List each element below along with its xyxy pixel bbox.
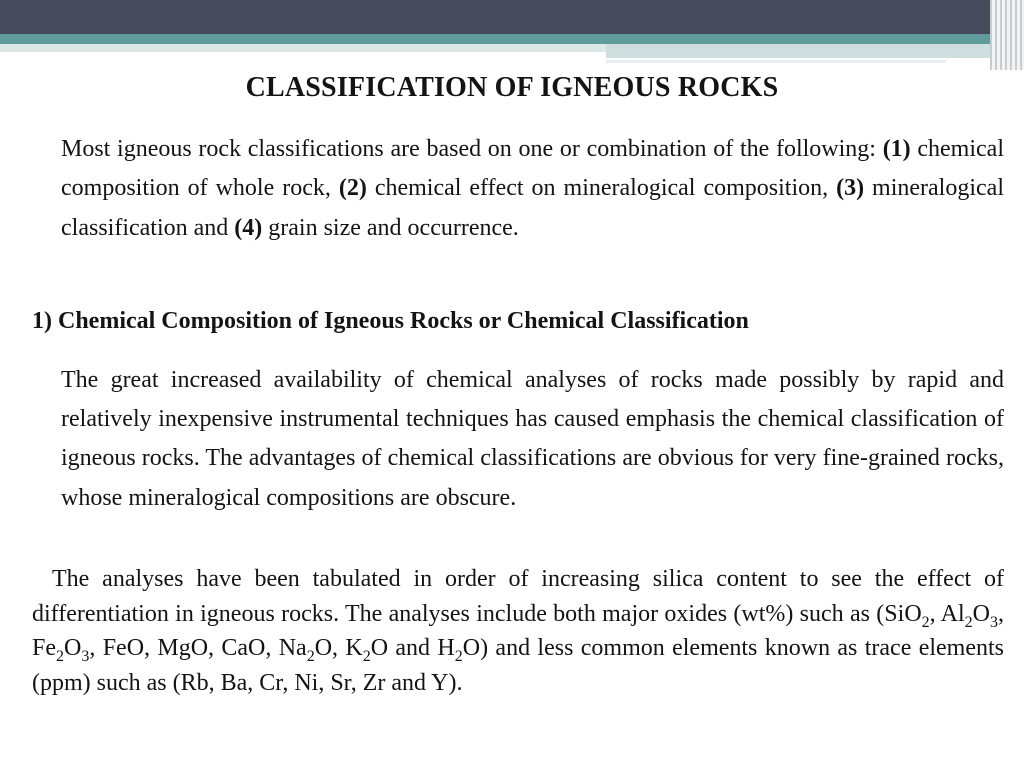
analyses-paragraph: The analyses have been tabulated in order of increasing silica content to see the effect of differentiation in igneous rocks. The analyses include both major oxides (wt%) such as (SiO$_2$, $Al_2O_3$, $Fe_2O_3$, FeO, MgO, CaO, $Na_2O$, $K_2O$ and $H_2O$) and less common elements known as trace elements (ppm) such as (Rb, Ba, Cr, Ni, Sr, Zr and Y). bbox=[32, 566, 1005, 696]
header-divider-line bbox=[606, 60, 946, 63]
slide-title: CLASSIFICATION OF IGNEOUS ROCKS bbox=[245, 72, 779, 103]
header-accent-bar bbox=[0, 34, 1024, 44]
intro-paragraph: Most igneous rock classifications are based on one or combination of the following: (1) chemical composition of whole rock, (2) chemical effect on mineralogical composition, (3) mineralogical classification and (4) grain size and occurrence. bbox=[61, 136, 1004, 241]
section-heading: 1) Chemical Composition of Igneous Rocks or Chemical Classification bbox=[32, 308, 749, 334]
header-stripes bbox=[990, 0, 1024, 70]
chemical-classification-paragraph: The great increased availability of chemical analyses of rocks made possibly by rapid and relatively inexpensive instrumental techniques has caused emphasis the chemical classification of igneous rocks. The advantages of chemical classifications are obvious for very fine-grained rocks, whose mineralogical compositions are obscure. bbox=[61, 367, 1004, 511]
header-light-bar bbox=[0, 44, 606, 52]
header-bar bbox=[0, 0, 1024, 34]
header-light-bar-right bbox=[606, 44, 1000, 58]
